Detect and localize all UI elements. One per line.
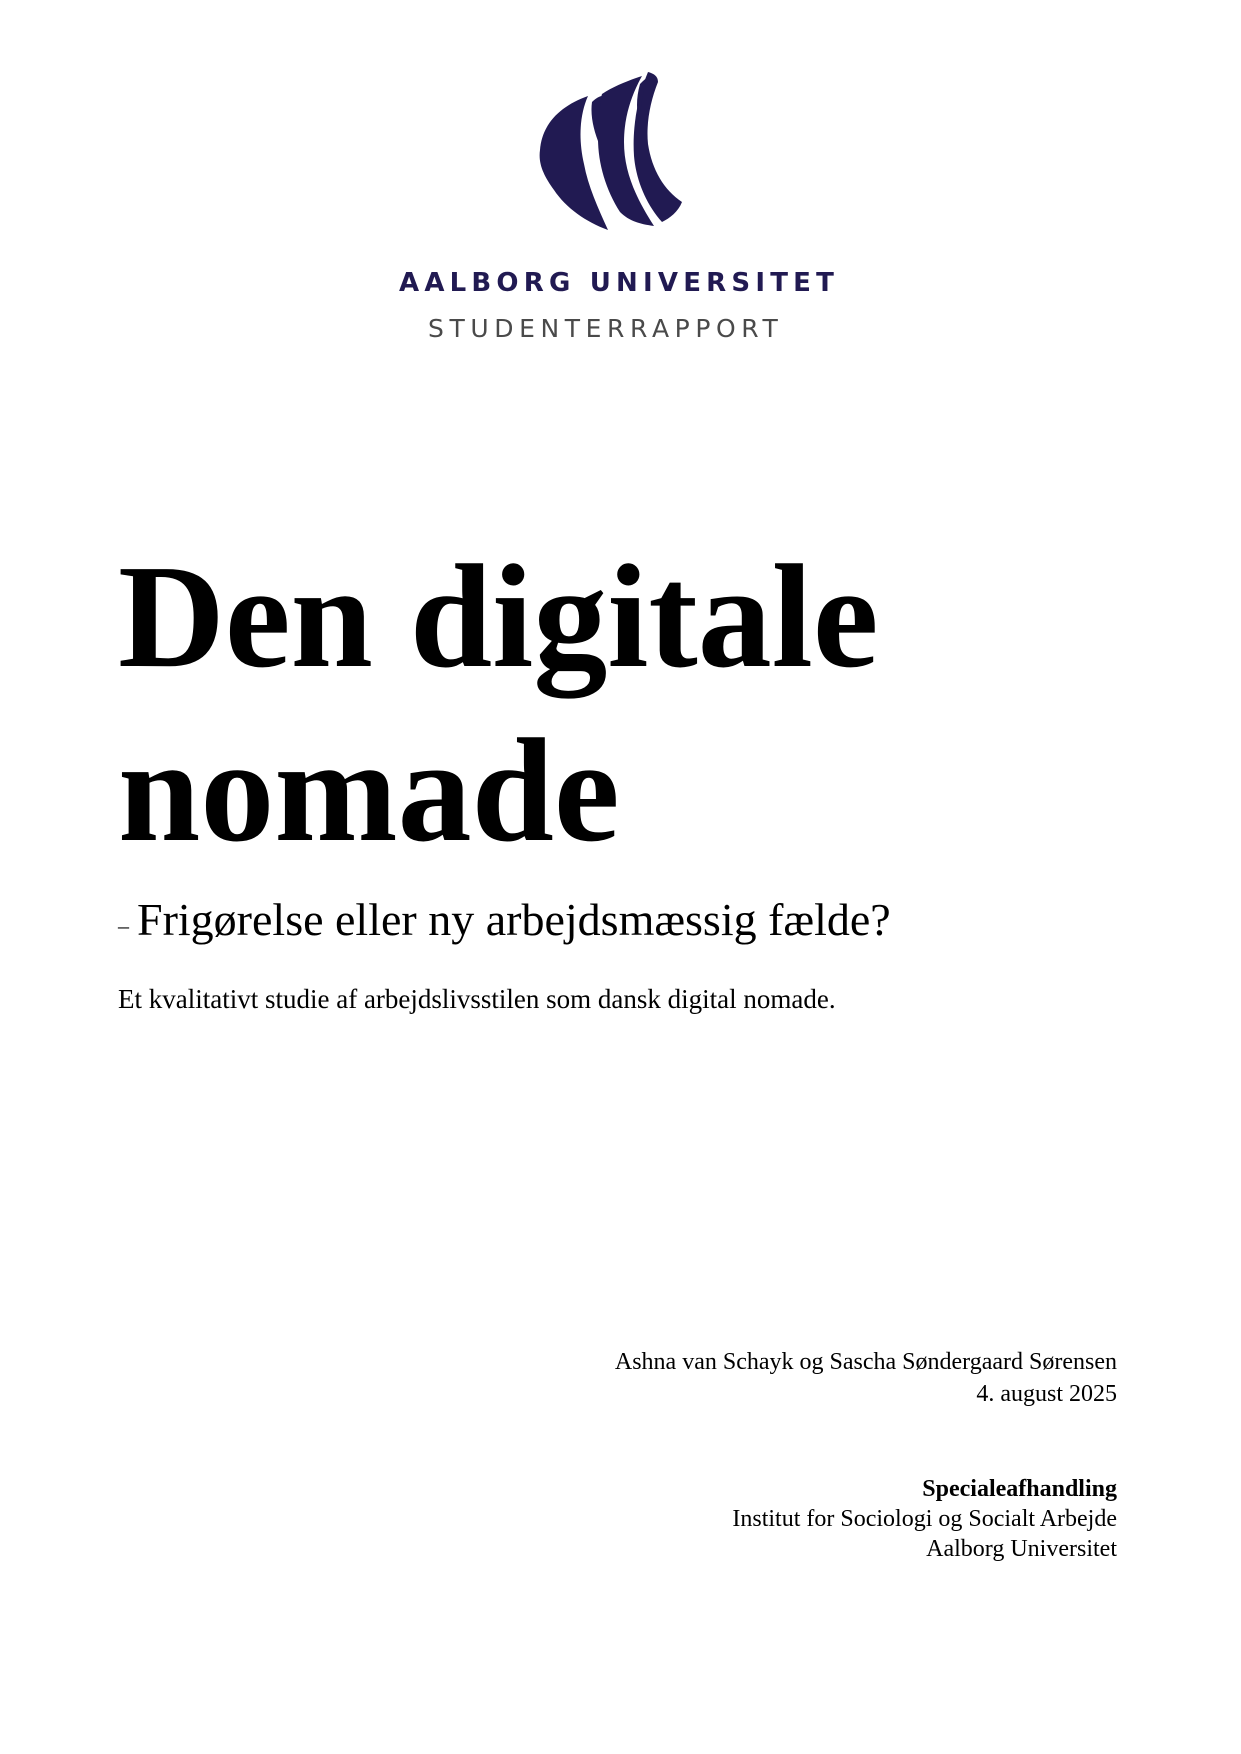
subtitle-dash: – — [118, 913, 129, 938]
thesis-title — [118, 530, 1118, 878]
title-line-1: Den digitale — [118, 535, 879, 699]
subtitle-text: Frigørelse eller ny arbejdsmæssig fælde? — [137, 894, 891, 945]
submission-date: 4. august 2025 — [976, 1381, 1117, 1407]
thesis-tagline: Et kvalitativt studie af arbejdslivsstilen som dansk digital nomade. — [118, 984, 836, 1014]
thesis-type: Specialeafhandling — [922, 1476, 1117, 1502]
institution-block — [417, 1474, 1117, 1564]
thesis-subtitle — [118, 894, 1168, 952]
author-block — [417, 1346, 1117, 1410]
aalborg-university-logo-icon — [536, 72, 686, 230]
title-line-2: nomade — [118, 709, 620, 873]
institute-name: Institut for Sociologi og Socialt Arbejde — [732, 1506, 1117, 1532]
report-type-label: STUDENTERRAPPORT — [428, 314, 784, 343]
authors: Ashna van Schayk og Sascha Søndergaard Sørensen — [614, 1349, 1117, 1375]
university-footer-name: Aalborg Universitet — [926, 1536, 1117, 1562]
university-name: AALBORG UNIVERSITET — [399, 268, 840, 298]
